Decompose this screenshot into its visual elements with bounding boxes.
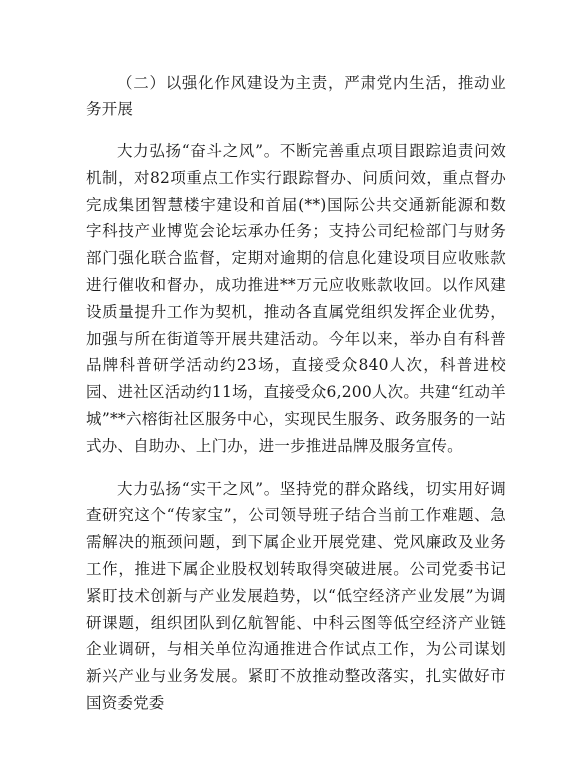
paragraph-practical-spirit: 大力弘扬“实干之风”。坚持党的群众路线，切实用好调查研究这个“传家宝”，公司领导班子结合当前工作难题、急需解决的瓶颈问题，到下属企业开展党建、党风廉政及业务工作，推进下属企业股权划转取得突破进展。公司党委书记紧盯技术创新与产业发展趋势，以“低空经济产业发展”为调研课题，组织团队到亿航智能、中科云图等低空经济产业链企业调研，与相关单位沟通推进合作试点工作，为公司谋划新兴产业与业务发展。紧盯不放推动整改落实，扎实做好市国资委党委 bbox=[86, 479, 506, 712]
document-page bbox=[86, 70, 506, 733]
paragraph-struggle-spirit: 大力弘扬“奋斗之风”。不断完善重点项目跟踪追责问效机制，对82项重点工作实行跟踪督办、问质问效，重点督办完成集团智慧楼宇建设和首届(**)国际公共交通新能源和数字科技产业博览会论坛承办任务；支持公司纪检部门与财务部门强化联合监督，定期对逾期的信息化建设项目应收账款进行催收和督办，成功推进**万元应收账款收回。以作风建设质量提升工作为契机，推动各直属党组织发挥企业优势，加强与所在街道等开展共建活动。今年以来，举办自有科普品牌科普研学活动约23场，直接受众840人次，科普进校园、进社区活动约11场，直接受众6,200人次。共建“红动羊城”**六榕街社区服务中心，实现民生服务、政务服务的一站式办、自助办、上门办，进一步推进品牌及服务宣传。 bbox=[86, 142, 506, 455]
section-heading: （二）以强化作风建设为主责，严肃党内生活，推动业务开展 bbox=[86, 74, 506, 118]
